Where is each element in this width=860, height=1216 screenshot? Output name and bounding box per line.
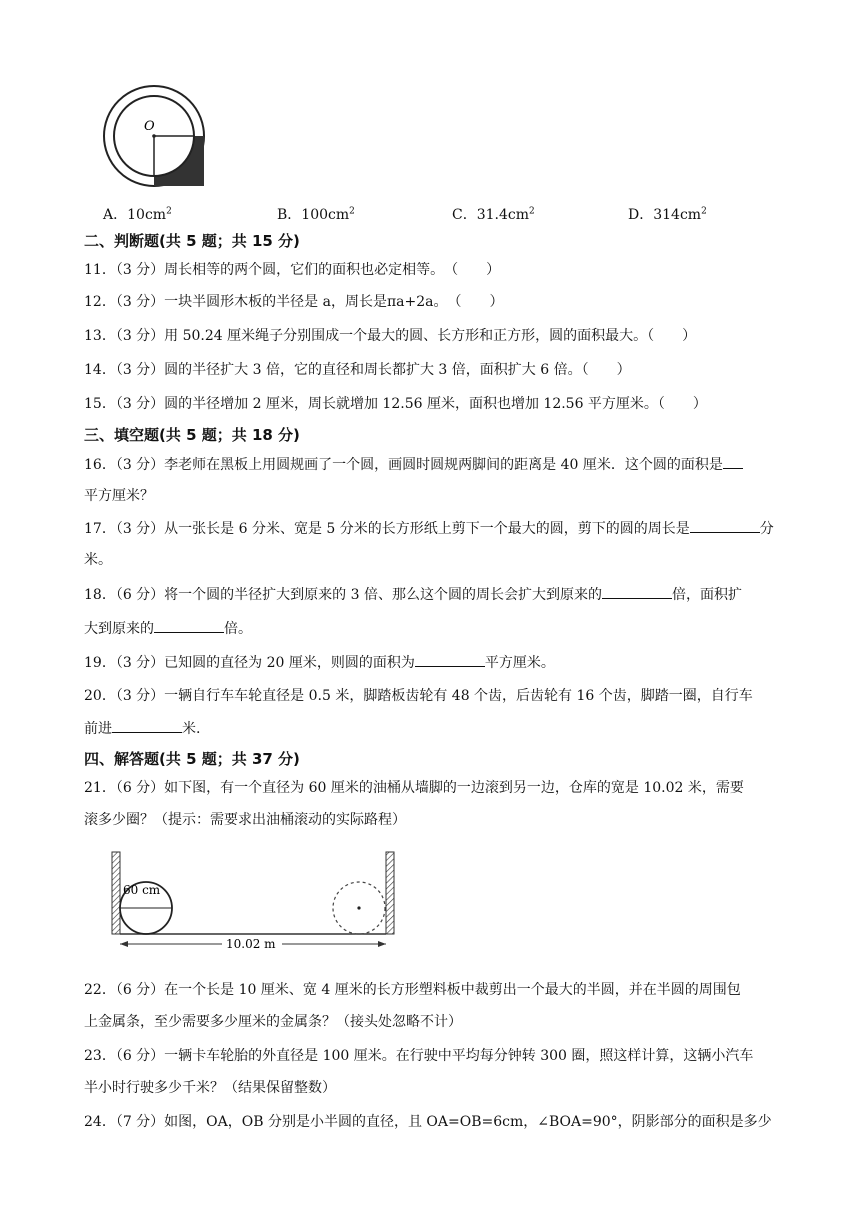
question-21-line1: 21．（6 分）如下图，有一个直径为 60 厘米的油桶从墙脚的一边滚到另一边，仓库的宽是 10.02 米，需要 bbox=[84, 780, 744, 796]
circle-square-figure bbox=[100, 82, 212, 190]
question-21-line2: 滚多少圈？（提示：需要求出油桶滚动的实际路程） bbox=[84, 812, 406, 828]
section-heading-solve: 四、解答题(共 5 题；共 37 分) bbox=[84, 750, 300, 768]
question-22-line2: 上金属条，至少需要多少厘米的金属条？（接头处忽略不计） bbox=[84, 1014, 462, 1030]
diameter-label: 60 cm bbox=[123, 883, 161, 897]
question-23-line1: 23．（6 分）一辆卡车轮胎的外直径是 100 厘米。在行驶中平均每分钟转 300 圈，照这样计算，这辆小汽车 bbox=[84, 1048, 754, 1064]
section-heading-judge: 二、判断题(共 5 题；共 15 分) bbox=[84, 232, 300, 250]
arrow-right-icon bbox=[378, 941, 386, 947]
question-17-line2: 米。 bbox=[84, 552, 112, 568]
question-22-line1: 22．（6 分）在一个长是 10 厘米、宽 4 厘米的长方形塑料板中裁剪出一个最大的半圆，并在半圆的周围包 bbox=[84, 982, 741, 998]
right-wall bbox=[386, 852, 394, 934]
question-12: 12．（3 分）一块半圆形木板的半径是 a，周长是πa+2a。 （ ） bbox=[84, 294, 504, 310]
shaded-corner bbox=[154, 136, 204, 186]
question-20-line2: 前进 米. bbox=[84, 718, 200, 739]
drum-end-center bbox=[357, 906, 360, 909]
width-label: 10.02 m bbox=[226, 937, 276, 951]
option-c: C．$31.4cm^2$ bbox=[452, 206, 535, 223]
oil-drum-figure bbox=[104, 820, 404, 952]
question-14: 14．（3 分）圆的半径扩大 3 倍，它的直径和周长都扩大 3 倍，面积扩大 6 倍。（ ） bbox=[84, 362, 631, 378]
center-point bbox=[152, 134, 156, 138]
option-b: B．$100cm^2$ bbox=[277, 206, 355, 223]
question-15: 15．（3 分）圆的半径增加 2 厘米，周长就增加 12.56 厘米，面积也增加 12.56 平方厘米。（ ） bbox=[84, 396, 707, 412]
question-19: 19．（3 分）已知圆的直径为 20 厘米，则圆的面积为 平方厘米。 bbox=[84, 652, 555, 673]
answer-blank[interactable] bbox=[415, 652, 485, 667]
option-d: D．$314cm^2$ bbox=[628, 206, 707, 223]
question-18-line1: 18．（6 分）将一个圆的半径扩大到原来的 3 倍、那么这个圆的周长会扩大到原来的 倍，面积扩 bbox=[84, 584, 742, 605]
question-13: 13．（3 分）用 50.24 厘米绳子分别围成一个最大的圆、长方形和正方形，圆的面积最大。（ ） bbox=[84, 328, 697, 344]
left-wall bbox=[112, 852, 120, 934]
option-a: A．$10cm^2$ bbox=[103, 206, 172, 223]
section-heading-fill: 三、填空题(共 5 题；共 18 分) bbox=[84, 426, 300, 444]
question-11: 11．（3 分）周长相等的两个圆，它们的面积也必定相等。 （ ） bbox=[84, 262, 501, 278]
question-23-line2: 半小时行驶多少千米？（结果保留整数） bbox=[84, 1080, 336, 1096]
question-16-line2: 平方厘米？ bbox=[84, 488, 154, 504]
center-label: O bbox=[144, 119, 155, 134]
question-24-line1: 24．（7 分）如图，OA，OB 分别是小半圆的直径，且 OA=OB=6cm，∠BOA=90°，阴影部分的面积是多少 bbox=[84, 1114, 772, 1130]
question-18-line2: 大到原来的 倍。 bbox=[84, 618, 252, 639]
question-17-line1: 17．（3 分）从一张长是 6 分米、宽是 5 分米的长方形纸上剪下一个最大的圆，剪下的圆的周长是 分 bbox=[84, 518, 774, 539]
answer-blank[interactable] bbox=[154, 618, 224, 633]
answer-blank[interactable] bbox=[690, 518, 760, 533]
answer-blank[interactable] bbox=[723, 454, 743, 469]
arrow-left-icon bbox=[120, 941, 128, 947]
answer-blank[interactable] bbox=[602, 584, 672, 599]
answer-blank[interactable] bbox=[112, 718, 182, 733]
question-20-line1: 20．（3 分）一辆自行车车轮直径是 0.5 米，脚踏板齿轮有 48 个齿，后齿轮有 16 个齿，脚踏一圈，自行车 bbox=[84, 688, 753, 704]
question-16-line1: 16．（3 分）李老师在黑板上用圆规画了一个圆，画圆时圆规两脚间的距离是 40 厘米．这个圆的面积是 bbox=[84, 454, 743, 475]
